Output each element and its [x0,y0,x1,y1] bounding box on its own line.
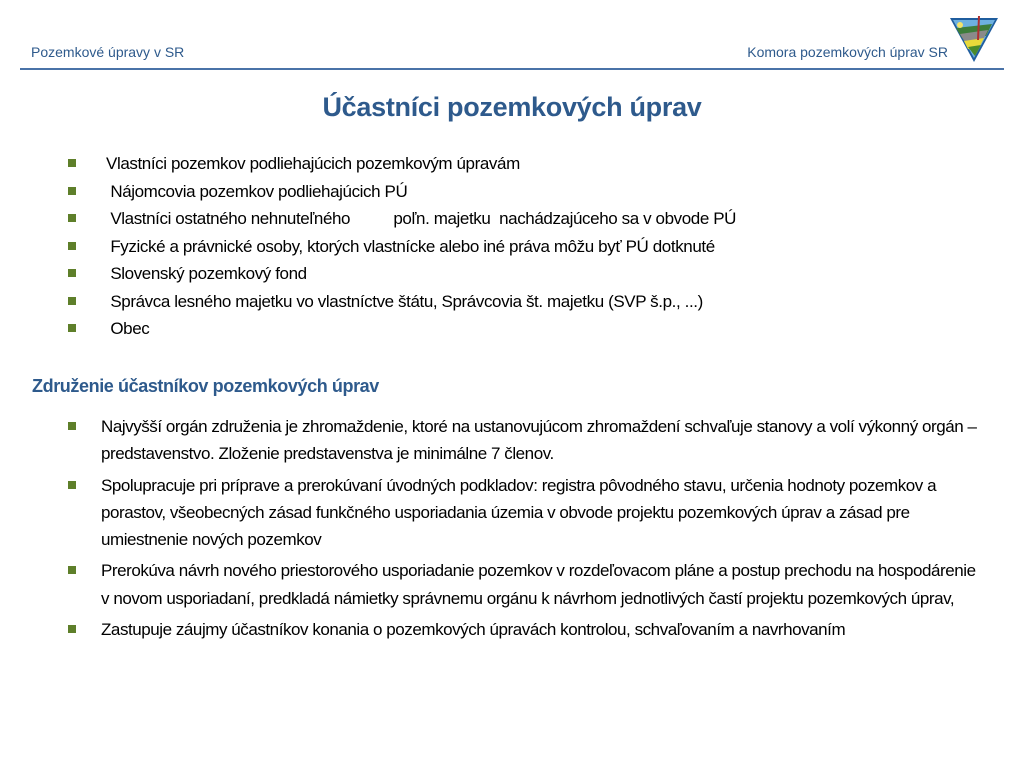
header-right-text: Komora pozemkových úprav SR [747,44,948,60]
square-bullet-icon [68,297,76,305]
list-item: Najvyšší orgán združenia je zhromaždenie, ktoré na ustanovujúcom zhromaždení schvaľuje stanovy a volí výkonný orgán – predstavenstvo. Zloženie predstavenstva je minimálne 7 členov. [64,413,984,468]
square-bullet-icon [68,625,76,633]
list-item: Vlastníci pozemkov podliehajúcich pozemkovým úpravám [64,150,984,178]
list-item: Vlastníci ostatného nehnuteľného poľn. majetku nachádzajúceho sa v obvode PÚ [64,205,984,233]
kpu-logo-icon [948,14,1000,64]
square-bullet-icon [68,269,76,277]
participants-list [64,150,984,343]
list-item: Slovenský pozemkový fond [64,260,984,288]
association-list [64,413,984,647]
list-item: Zastupuje záujmy účastníkov konania o pozemkových úpravách kontrolou, schvaľovaním a navrhovaním [64,616,984,643]
square-bullet-icon [68,566,76,574]
list-item: Správca lesného majetku vo vlastníctve štátu, Správcovia št. majetku (SVP š.p., ...) [64,288,984,316]
square-bullet-icon [68,187,76,195]
list-item: Obec [64,315,984,343]
square-bullet-icon [68,422,76,430]
list-item: Fyzické a právnické osoby, ktorých vlastnícke alebo iné práva môžu byť PÚ dotknuté [64,233,984,261]
list-item: Prerokúva návrh nového priestorového usporiadanie pozemkov v rozdeľovacom pláne a postup prechodu na hospodárenie v novom usporiadaní, predkladá námietky správnemu orgánu k návrhom jednotlivých častí projektu pozemkových úprav, [64,557,984,612]
section-heading: Združenie účastníkov pozemkových úprav [32,376,379,396]
list-item: Spolupracuje pri príprave a prerokúvaní úvodných podkladov: registra pôvodného stavu, určenia hodnoty pozemkov a porastov, všeobecných zásad funkčného usporiadania územia v obvode projektu pozemkových úprav a zásad pre umiestnenie nových pozemkov [64,472,984,554]
header-left-text: Pozemkové úpravy v SR [31,44,185,60]
square-bullet-icon [68,159,76,167]
square-bullet-icon [68,214,76,222]
header-divider [20,68,1004,70]
list-item: Nájomcovia pozemkov podliehajúcich PÚ [64,178,984,206]
square-bullet-icon [68,242,76,250]
slide-title: Účastníci pozemkových úprav [322,92,702,122]
square-bullet-icon [68,481,76,489]
square-bullet-icon [68,324,76,332]
